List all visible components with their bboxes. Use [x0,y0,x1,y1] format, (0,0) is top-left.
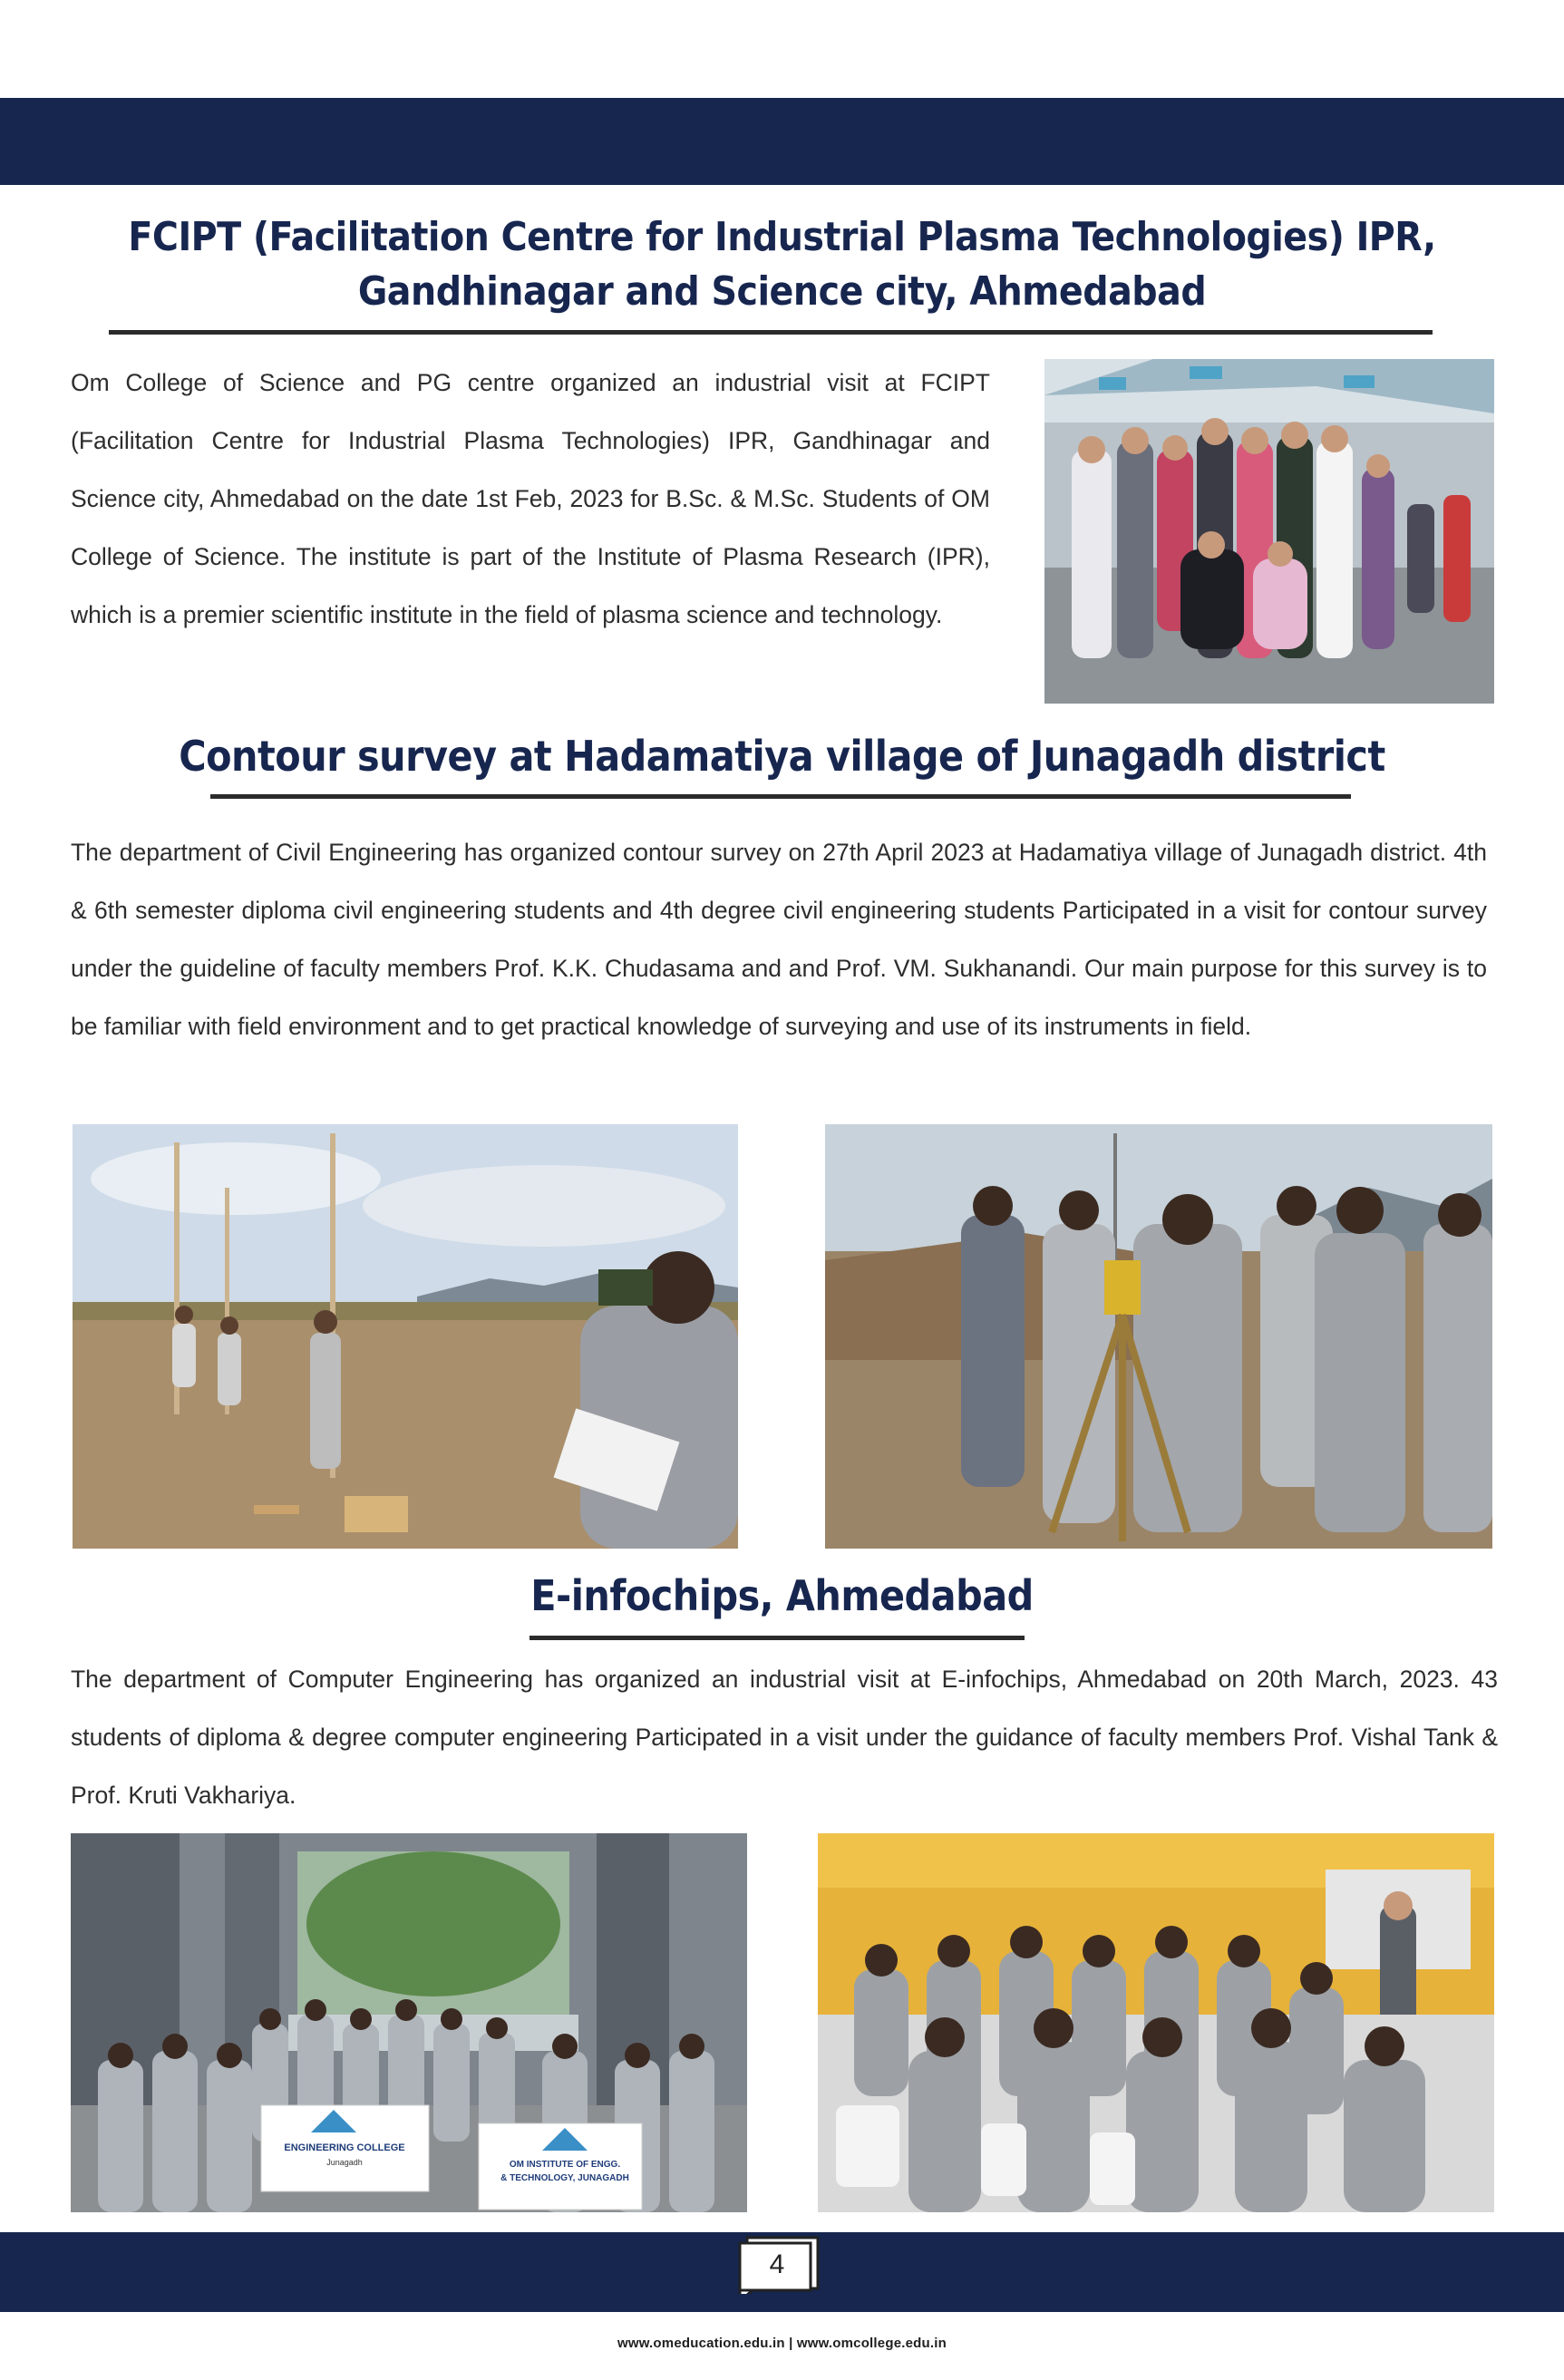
photo-survey-instrument [825,1124,1492,1549]
banner-left-line-1: ENGINEERING COLLEGE [284,2142,405,2153]
title-underline [109,330,1433,335]
section-title-line-1: FCIPT (Facilitation Centre for Industrial Plasma Technologies) IPR, [128,214,1436,260]
header-band [0,98,1564,185]
section-body-contour: The department of Civil Engineering has organized contour survey on 27th April 2023 at Hadamatiya village of Junagadh district. 4th & 6th semester diploma civil engineering students and 4th degree civil engineering students Participated in a visit for contour survey under the guideline of faculty members Prof. K.K. Chudasama and and Prof. VM. Sukhanandi. Our main purpose for this survey is to be familiar with field environment and to get practical knowledge of surveying and use of its instruments in field. [71,839,1487,1040]
section-title-einfochips: E-infochips, Ahmedabad [530,1571,1034,1620]
banner-left-line-2: Junagadh [326,2158,363,2167]
title-underline [529,1636,1025,1640]
photo-einfochips-session [818,1833,1494,2212]
photo-einfochips-group [71,1833,747,2212]
page-number: 4 [769,2249,785,2279]
photo-fcipt-group [1044,359,1494,704]
footer-websites: www.omeducation.edu.in | www.omcollege.edu.in [617,2336,947,2351]
title-underline [210,794,1351,799]
section-body-fcipt: Om College of Science and PG centre organized an industrial visit at FCIPT (Facilitation Centre for Industrial Plasma Technologies) IPR, Gandhinagar and Science city, Ahmedabad on the date 1st Feb, 2023 for B.Sc. & M.Sc. Students of OM College of Science. The institute is part of the Institute of Plasma Research (IPR), which is a premier scientific institute in the field of plasma science and technology. [71,369,990,628]
section-title-line-2: Gandhinagar and Science city, Ahmedabad [357,268,1207,315]
section-title-fcipt [0,210,1564,319]
photo-survey-field [73,1124,738,1549]
banner-right-line-2: & TECHNOLOGY, JUNAGADH [500,2173,629,2183]
banner-right-line-1: OM INSTITUTE OF ENGG. [509,2160,621,2170]
section-body-einfochips: The department of Computer Engineering has organized an industrial visit at E-infochips, Ahmedabad on 20th March, 2023. 43 students of diploma & degree computer engineering Participated in a visit under the guidance of faculty members Prof. Vishal Tank & Prof. Kruti Vakhariya. [71,1666,1498,1809]
section-title-contour: Contour survey at Hadamatiya village of Junagadh district [179,732,1385,781]
